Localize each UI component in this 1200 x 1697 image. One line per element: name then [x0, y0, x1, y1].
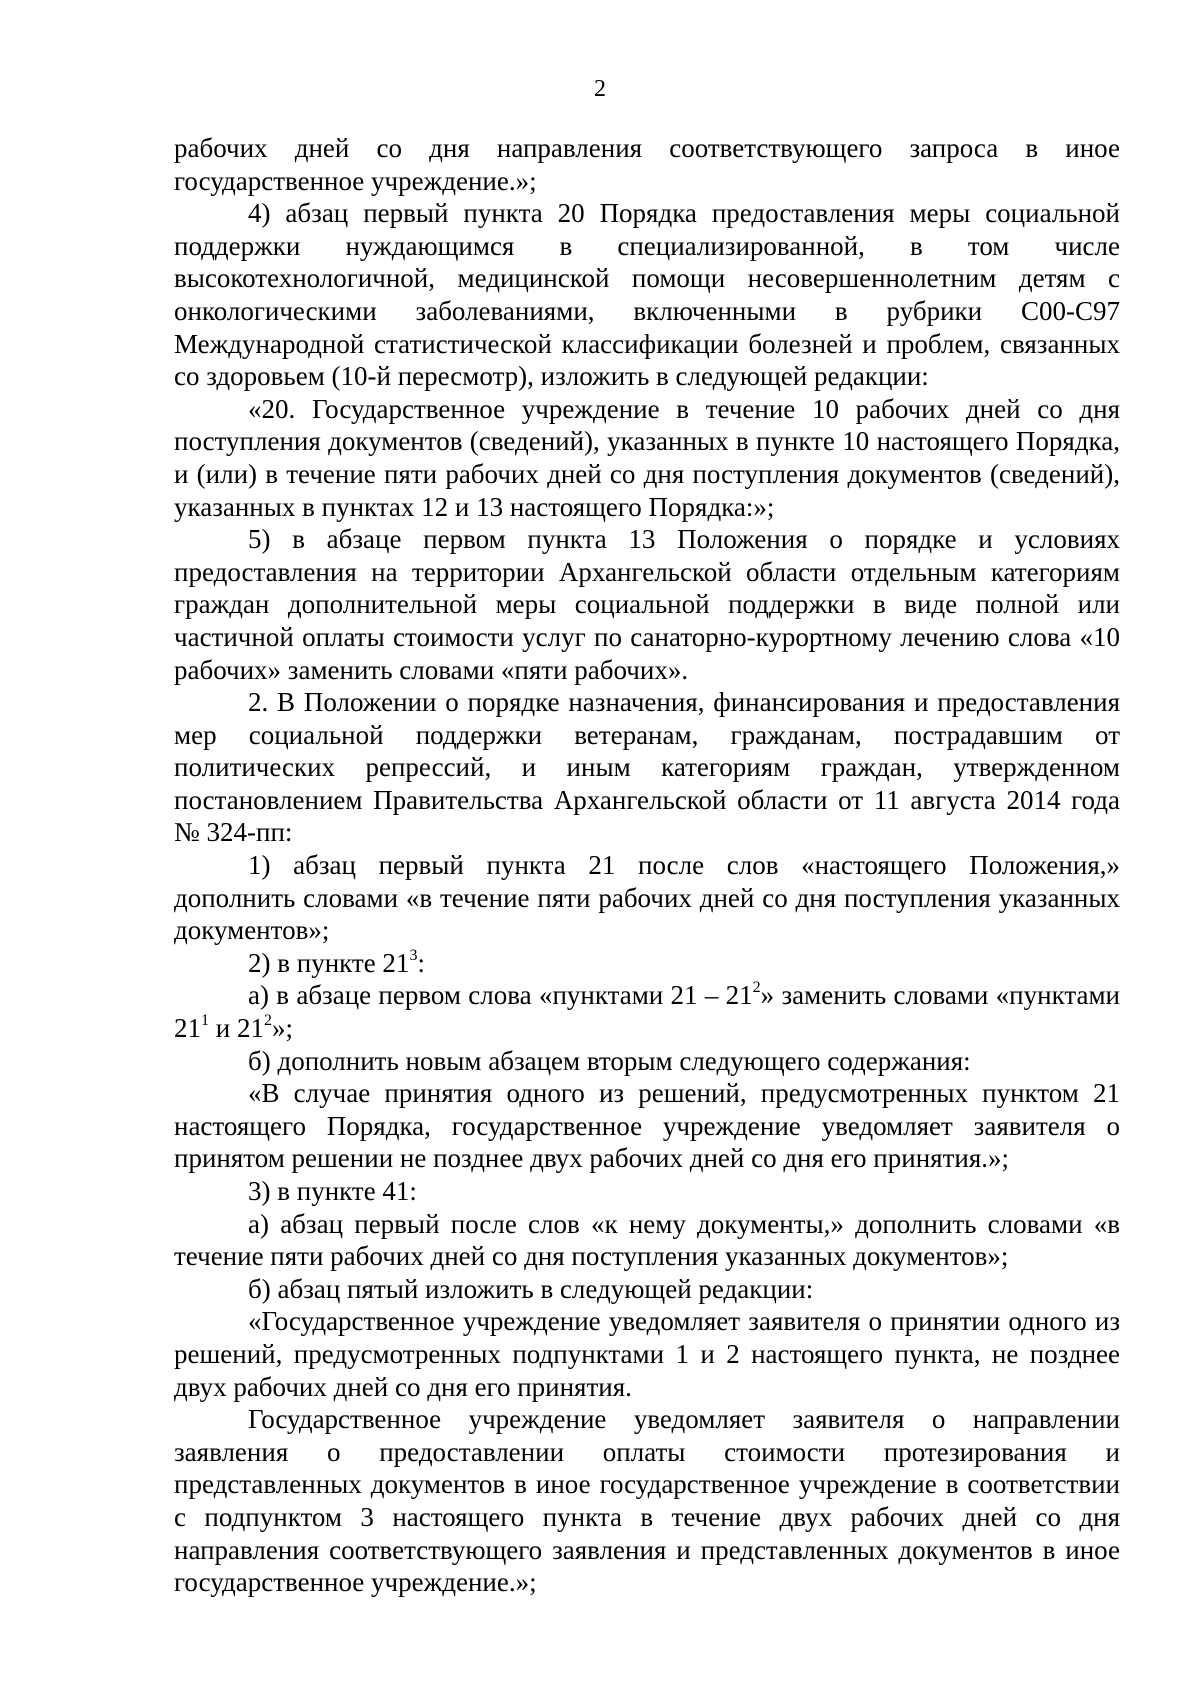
superscript: 1 — [201, 1012, 209, 1030]
superscript: 3 — [409, 946, 418, 964]
paragraph-subitem-2b: б) дополнить новым абзацем вторым следующего содержания: — [248, 1045, 971, 1076]
paragraph-quote-notify: «Государственное учреждение уведомляет заявителя о принятии одного из решений, предусмотренных подпунктами 1 и 2 настоящего пункта, не позднее двух рабочих дней со дня его принятия. — [174, 1306, 1120, 1402]
page-number: 2 — [594, 76, 606, 102]
paragraph-subitem-3a: а) абзац первый после слов «к нему документы,» дополнить словами «в течение пяти рабочих дней со дня поступления указанных документов»; — [174, 1208, 1120, 1272]
text-segment: 2) в пункте 21 — [248, 947, 410, 978]
text-segment: » заменить словами «пунктами 21 — [174, 980, 1120, 1044]
paragraph-subitem-1: 1) абзац первый пункта 21 после слов «настоящего Положения,» дополнить словами «в течение пяти рабочих дней со дня поступления указанных документов»; — [174, 850, 1120, 946]
paragraph-subitem-2a — [174, 979, 1120, 1044]
paragraph-item-5: 5) в абзаце первом пункта 13 Положения о порядке и условиях предоставления на территории Архангельской области отдельным категориям граждан дополнительной меры социальной поддержки в виде полной или частичной оплаты стоимости услуг по санаторно-курортному лечению слова «10 рабочих» заменить словами «пяти рабочих». — [174, 524, 1120, 685]
paragraph-item-4: 4) абзац первый пункта 20 Порядка предоставления меры социальной поддержки нуждающимся в специализированной, в том числе высокотехнологичной, медицинской помощи несовершеннолетним детям с онкологическими заболеваниями, включенными в рубрики С00-С97 Международной статистической классификации болезней и проблем, связанных со здоровьем (10-й пересмотр), изложить в следующей редакции: — [174, 198, 1120, 392]
paragraph-section-2: 2. В Положении о порядке назначения, финансирования и предоставления мер социальной поддержки ветеранам, гражданам, пострадавшим от политических репрессий, и иным категориям граждан, утвержденном постановлением Правительства Архангельской области от 11 августа 2014 года № 324-пп: — [174, 687, 1120, 848]
paragraph-subitem-3: 3) в пункте 41: — [248, 1176, 417, 1206]
paragraph-subitem-3b: б) абзац пятый изложить в следующей редакции: — [248, 1273, 814, 1304]
document-body — [174, 132, 1120, 1599]
text-segment: и 21 — [209, 1013, 264, 1044]
superscript: 2 — [752, 979, 761, 997]
text-segment: а) в абзаце первом слова «пунктами 21 – 21 — [248, 980, 753, 1011]
text-segment: : — [417, 947, 425, 978]
superscript: 2 — [263, 1012, 272, 1030]
paragraph-quote-20: «20. Государственное учреждение в течение 10 рабочих дней со дня поступления документов (сведений), указанных в пункте 10 настоящего Порядка, и (или) в течение пяти рабочих дней со дня поступления документов (сведений), указанных в пунктах 12 и 13 настоящего Порядка:»; — [174, 393, 1120, 522]
paragraph-quote-notify-forward: Государственное учреждение уведомляет заявителя о направлении заявления о предоставлении оплаты стоимости протезирования и представленных документов в иное государственное учреждение в соответствии с подпунктом 3 настоящего пункта в течение двух рабочих дней со дня направления соответствующего заявления и представленных документов в иное государственное учреждение.»; — [174, 1404, 1120, 1598]
paragraph-quote-decision: «В случае принятия одного из решений, предусмотренных пунктом 21 настоящего Порядка, государственное учреждение уведомляет заявителя о принятом решении не позднее двух рабочих дней со дня его принятия.»; — [174, 1078, 1120, 1174]
paragraph-subitem-2 — [174, 947, 1120, 980]
paragraph-continuation: рабочих дней со дня направления соответствующего запроса в иное государственное учреждение.»; — [174, 133, 1120, 196]
text-segment: »; — [271, 1013, 293, 1044]
